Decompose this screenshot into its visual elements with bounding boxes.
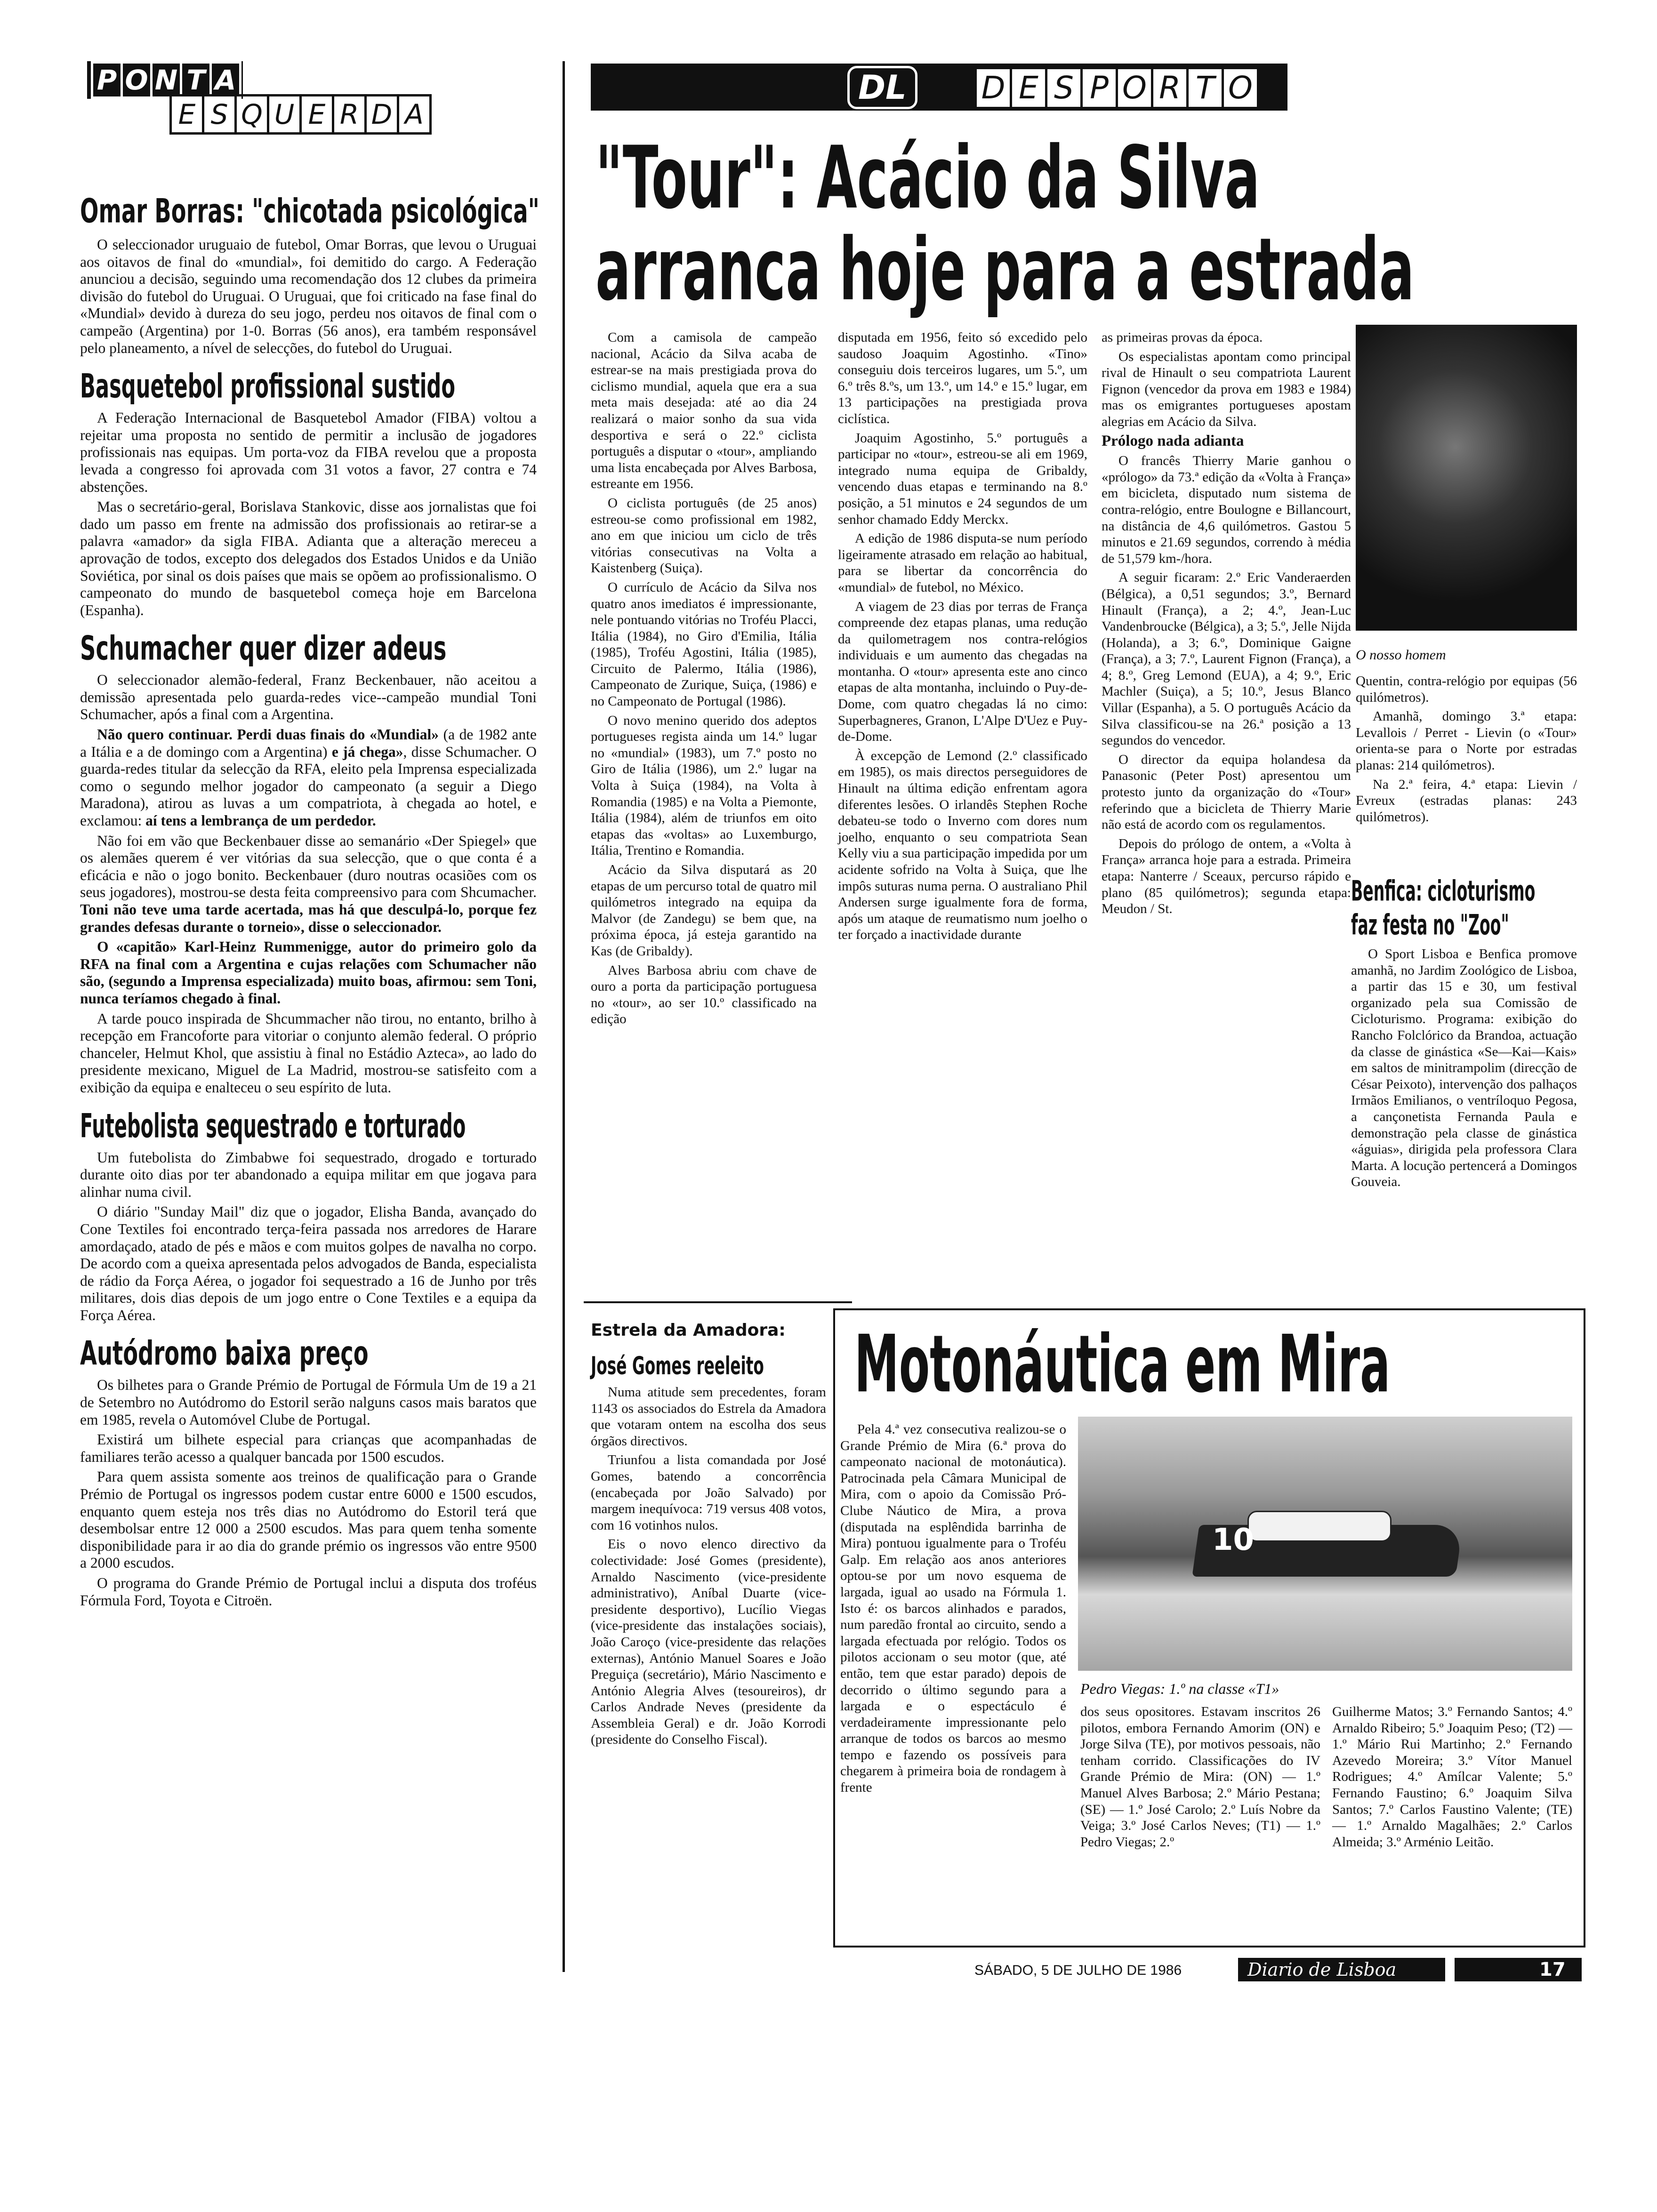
tour-text: Amanhã, domingo 3.ª etapa: Levallois / Perret - Lievin (o «Tour» orienta-se para o Norte por estradas planas: 214 quilómetros). <box>1356 709 1577 773</box>
estrela-text: Triunfou a lista comandada por José Gomes, batendo a concorrência (encabeçada por João Salvado) por margem inequívoca: 719 versus 408 votos, com 16 votinhos nulos. <box>591 1452 826 1533</box>
dl-logo: DL <box>847 66 917 109</box>
tour-text: À excepção de Lemond (2.º classificado em 1985), os mais directos perseguidores de Hinault na última edição enfrentam agora diferentes lesões. O irlandês Stephen Roche debateu-se todo o Inverno com dores num joelho, enquanto o seu compatriota Sean Kelly viu a sua participação impedida por um acidente sofrido na Volta à Suiça, que lhe impôs suturas numa perna. O australiano Phil Andersen surge igualmente fora de forma, após um ataque de reumatismo num joelho o ter forçado a inactividade durante <box>838 748 1087 943</box>
desporto-letter: O <box>1116 67 1153 109</box>
schumacher-text-3: Não foi em vão que Beckenbauer disse ao semanário «Der Spiegel» que os alemães querem é ver vitórias da sua selecção, que o que conta é a eficácia e não o jogo bonito. Beckenbauer (duro noutras ocasiões com os seus jogadores), mostrou-se desta feita compreensivo para com Shcumacher. Toni não teve uma tarde acertada, mas há que desculpá-lo, porque fez grandes defesas durante o torneio», disse o seleccionador. <box>80 832 537 935</box>
benfica-text: O Sport Lisboa e Benfica promove amanhã, no Jardim Zoológico de Lisboa, a partir das 15 e 30, um festival organizado pela sua Comissão de Cicloturismo. Programa: exibição do Rancho Folclórico da Brandoa, actuação da classe de ginástica «Se—Kai—Kais» em saltos de minitrampolim (direcção de César Peixoto), intervenção dos palhaços Irmãos Emilianos, o ventríloquo Pegosa, a cançonetista Fernanda Paula e demonstração pela classe de ginástica «águias», dirigida pela professora Clara Marta. A locução pertencerá a Domingos Gouveia. <box>1351 946 1577 1190</box>
tour-text: O francês Thierry Marie ganhou o «prólogo» da 73.ª edição da «Volta à França» em bicicleta, disputado num sistema de contra-relógio, entre Boulogne e Billancourt, na distância de 4,6 quilómetros. Gastou 5 minutos e 21.69 segundos, correndo à média de 51,579 km-/hora. <box>1102 453 1351 566</box>
schumacher-text-1: O seleccionador alemão-federal, Franz Beckenbauer, não aceitou a demissão apresentada pelo guarda-redes vice--campeão mundial Toni Schumacher, após a final com a Argentina. <box>80 672 537 723</box>
esquerda-letter: A <box>397 94 432 135</box>
autodromo-text-3: Para quem assista somente aos treinos de qualificação para o Grande Prémio de Portugal os ingressos podem custar entre 6000 e 1500 escudos, enquanto quem esteja nos três dias no Autódromo do Estoril terá que desembolsar entre 12 000 a 2500 escudos. Mas para quem tenha somente disponibilidade para ir ao dia do grande prémio os ingressos vão entre 9500 a 2000 escudos. <box>80 1468 537 1571</box>
tour-text: O ciclista português (de 25 anos) estreou-se como profissional em 1982, ano em que iniciou um ciclo de três vitórias consecutivas na Volta a Kaistenberg (Suiça). <box>591 495 817 576</box>
photo-caption: O nosso homem <box>1356 647 1446 663</box>
tour-col-3 <box>1102 329 1351 920</box>
boat-caption: Pedro Viegas: 1.º na classe «T1» <box>1080 1680 1279 1697</box>
tour-text: A seguir ficaram: 2.º Eric Vanderaerden (Bélgica), a 0,51 segundos; 3.º, Bernard Hinault (França), a 2; 4.º, Jean-Luc Vandenbroucke (Bélgica), a 3; 5.º, Jelle Nijda (Holanda), a 3; 6.º, Dominique Gaigne (França), a 3; 7.º, Laurent Fignon (França), a 4; 8.º, Greg Lemond (EUA), a 4; 9.º, Eric Machler (Suiça), a 5; 10.º, Jesus Blanco Villar (Espanha), a 5. O português Acácio da Silva classificou-se na 26.ª posição a 13 segundos do vencedor. <box>1102 570 1351 748</box>
tour-text: O novo menino querido dos adeptos portugueses regista ainda um 14.º lugar no «mundial» (1983), um 7.º posto no Giro de Itália (1986), um 2.º lugar na Volta à Suiça (1984), na Volta à Romandia (1985) e na Volta a Piemonte, Itália (1984), além de triunfos em oito etapas das «voltas» ao Luxemburgo, Itália, Trentino e Romandia. <box>591 713 817 858</box>
schumacher-text-5: A tarde pouco inspirada de Shcummacher não tirou, no entanto, brilho à recepção em Francoforte para vitoriar o conjunto alemão federal. O próprio chanceler, Helmut Khol, que assistiu à final no Estádio Azteca», ao lado do presidente mexicano, Miguel de La Madrid, mostrou-se satisfeito com a exibição da equipa e enalteceu o seu espírito de luta. <box>80 1010 537 1096</box>
basket-text-2: Mas o secretário-geral, Borislava Stankovic, disse aos jornalistas que foi dado um passo em frente na admissão dos profissionais ao retirar-se a palavra «amador» da sigla FIBA. Adianta que a alteração mereceu a aprovação de todos, excepto dos delegados dos Estados Unidos e da União Soviética, por sinal os dois países que mais se opõem ao profissionalismo. O campeonato do mundo de basquetebol começa hoje em Barcelona (Espanha). <box>80 498 537 618</box>
desporto-letters <box>974 67 1257 109</box>
benfica-title-line2: faz festa no "Zoo" <box>1351 908 1509 941</box>
estrela-kicker: Estrela da Amadora: <box>591 1321 786 1340</box>
motonautica-col-3 <box>1332 1704 1572 1853</box>
estrela-text: Numa atitude sem precedentes, foram 1143 os associados do Estrela da Amadora que votaram ontem na escolha dos seus órgãos directivos. <box>591 1385 826 1449</box>
basket-text-1: A Federação Internacional de Basquetebol Amador (FIBA) voltou a rejeitar uma proposta no sentido de permitir a inclusão de jogadores profissionais nas equipas. Um porta-voz da FIBA revelou que a proposta levada a congresso foi aprovada com 31 votos a favor, 27 contra e 74 abstenções. <box>80 409 537 495</box>
tour-text: Acácio da Silva disputará as 20 etapas de um percurso total de quatro mil quilómetros integrado na equipa da Malvor (de Zandegu) se bem que, na próxima época, já esteja garantido na Kas (de Gribaldy). <box>591 862 817 959</box>
tour-text: Alves Barbosa abriu com chave de ouro a porta da participação portuguesa no «tour», ao ser 10.º classificado na edição <box>591 962 817 1027</box>
boat-number: 10 <box>1212 1523 1255 1557</box>
esquerda-letter: Q <box>234 94 269 135</box>
left-column <box>80 188 537 1612</box>
estrela-title: José Gomes reeleito <box>591 1351 764 1380</box>
ponta-letter: A <box>209 61 241 99</box>
motonautica-col-2 <box>1080 1704 1320 1853</box>
desporto-letter: P <box>1080 67 1118 109</box>
main-headline-line2: arranca hoje para a estrada <box>595 220 1415 320</box>
autodromo-text-1: Os bilhetes para o Grande Prémio de Portugal de Fórmula Um de 19 a 21 de Setembro no Autódromo do Estoril serão nalguns casos mais baratos que em 1985, revela o Automóvel Clube de Portugal. <box>80 1377 537 1428</box>
desporto-letter: R <box>1151 67 1189 109</box>
motonautica-text: Guilherme Matos; 3.º Fernando Santos; 4.º Arnaldo Ribeiro; 5.º Joaquim Peso; (T2) — 1.º Mário Rui Martinho; 2.º Fernando Azevedo Moreira; 3.º Vítor Manuel Rodrigues; 4.º Amílcar Valente; 5.º Fernando Faustino; 6.º Joaquim Silva Santos; 7.º Carlos Faustino Valente; (TE) — 1.º Arnaldo Magalhães; 2.º Carlos Almeida; 3.º Arménio Leitão. <box>1332 1704 1572 1850</box>
cyclist-photo <box>1356 325 1577 631</box>
estrela-article <box>591 1318 826 1751</box>
esquerda-banner <box>169 94 429 146</box>
estrela-text: Eis o novo elenco directivo da colectividade: José Gomes (presidente), Arnaldo Nascimento (vice-presidente administrativo), Aníbal Duarte (vice-presidente desportivo), Lucílio Viegas (vice-presidente das instalações sociais), João Caroço (vice-presidente das relações externas), António Manuel Soares e João Preguiça (secretário), Mário Nascimento e António Alegria Alves (tesoureiros), dr Carlos Andrade Neves (presidente da Assembleia Geral) e dr. João Korrodi (presidente do Conselho Fiscal). <box>591 1537 826 1747</box>
omar-title: Omar Borras: "chicotada psicológica" <box>80 192 539 231</box>
tour-text: as primeiras provas da época. <box>1102 330 1263 345</box>
horizontal-rule <box>584 1301 852 1303</box>
tour-text: A viagem de 23 dias por terras de França compreende dez etapas planas, uma redução da quilometragem nos contra-relógios individuais e um aumento das chegadas na montanha. O «tour» apresenta este ano cinco etapas de alta montanha, incluindo o Puy-de-Dome, com quatro chegadas lá no cimo: Superbagneres, Granon, L'Alpe D'Uez e Puy-de-Dome. <box>838 599 1087 745</box>
futebolista-title: Futebolista sequestrado e torturado <box>80 1106 466 1145</box>
tour-text: Na 2.ª feira, 4.ª etapa: Lievin / Evreux (estradas planas: 243 quilómetros). <box>1356 777 1577 825</box>
tour-text: disputada em 1956, feito só excedido pelo saudoso Joaquim Agostinho. «Tino» conseguiu dois terceiros lugares, um 5.º, um 6.º três 8.ºs, um 13.º, um 14.º e 15.º lugar, em 13 participações na prestigiada prova ciclística. <box>838 330 1087 426</box>
desporto-letter: O <box>1222 67 1259 109</box>
basket-title: Basquetebol profissional sustido <box>80 367 456 406</box>
autodromo-text-4: O programa do Grande Prémio de Portugal inclui a disputa dos troféus Fórmula Ford, Toyota e Citroën. <box>80 1575 537 1609</box>
boat-photo <box>1078 1417 1572 1671</box>
ponta-letter: T <box>180 61 212 99</box>
tour-text: Quentin, contra-relógio por equipas (56 quilómetros). <box>1356 673 1577 705</box>
desporto-letter: D <box>974 67 1012 109</box>
tour-text: O director da equipa holandesa da Panasonic (Peter Post) apresentou um protesto junto da organização do «Tour» referindo que a bicicleta de Thierry Marie não está de acordo com os regulamentos. <box>1102 752 1351 833</box>
ponta-letter: O <box>121 61 153 99</box>
schumacher-title: Schumacher quer dizer adeus <box>80 629 447 668</box>
esquerda-letter: E <box>169 94 204 135</box>
motonautica-text: Pela 4.ª vez consecutiva realizou-se o Grande Prémio de Mira (6.ª prova do campeonato nacional de motonáutica). Patrocinada pela Câmara Municipal de Mira, com o apoio da Comissão Pró-Clube Náutico de Mira, a prova (disputada na esplêndida barrinha de Mira) pontuou igualmente para o Troféu Galp. Em relação aos anos anteriores optou-se por um novo esquema de largada, igual ao usado na Fórmula 1. Isto é: os barcos alinhados e parados, num paredão frontal ao circuito, sendo a largada efectuada por relógio. Todos os pilotos accionam o seu motor (que, até então, tem que estar parado) depois de decorrido o último segundo para a largada e o espectáculo é verdadeiramente impressionante pelo arranque de todos os barcos ao mesmo tempo e fazendo os possíveis para chegarem à primeira boia de rondagem à frente <box>840 1422 1066 1795</box>
desporto-letter: E <box>1010 67 1047 109</box>
benfica-title-line1: Benfica: cicloturismo <box>1351 874 1536 907</box>
boat-deck <box>1247 1511 1392 1542</box>
tour-col-1 <box>591 329 817 1030</box>
omar-text: O seleccionador uruguaio de futebol, Omar Borras, que levou o Uruguai aos oitavos de final do «mundial», foi demitido do cargo. A Federação anunciou a decisão, seguindo uma recomendação dos 12 clubes da primeira divisão do futebol do Uruguai. O Uruguai, que foi criticado na fase final do «Mundial» devido à dureza do seu jogo, perdeu nos oitavos de final com o campeão (Argentina) por 1-0. Borras (56 anos), era também responsável pelo planeamento, a nível de selecções, do futebol do Uruguai. <box>80 236 537 356</box>
ponta-banner <box>87 61 243 99</box>
futebolista-text-1: Um futebolista do Zimbabwe foi sequestrado, drogado e torturado durante oito dias por ter abandonado a equipa militar em que jogava para alinhar numa civil. <box>80 1149 537 1200</box>
esquerda-letter: E <box>299 94 334 135</box>
schumacher-text-4: O «capitão» Karl-Heinz Rummenigge, autor do primeiro golo da RFA na final com a Argentina e cujas relações com Schumacher não são, (segundo a Imprensa especializada) muito boas, afirmou: sem Toni, nunca teríamos chegado à final. <box>80 938 537 1007</box>
ponta-letter: N <box>150 61 182 99</box>
tour-text: Joaquim Agostinho, 5.º português a participar no «tour», estreou-se ali em 1969, integrado numa equipa de Gribaldy, vencendo duas etapas e terminando na 8.º posição, a 51 minutos e 24 segundos de um senhor chamado Eddy Merckx. <box>838 430 1087 527</box>
tour-text: Com a camisola de campeão nacional, Acácio da Silva acaba de estrear-se na mais prestigiada prova do ciclismo mundial, aquela que era a sua meta mais desejada: até ao dia 24 realizará o maior sonho da sua vida desportiva e será o 22.º ciclista português a disputar o «tour», ampliando uma lista encabeçada por Alves Barbosa, estreante em 1956. <box>591 330 817 492</box>
tour-text: Os especialistas apontam como principal rival de Hinault o seu compatriota Laurent Fignon (vencedor da prova em 1983 e 1984) mas os emigrantes portugueses apostam alegrias em Acácio da Silva. <box>1102 349 1351 429</box>
esquerda-letter: R <box>332 94 367 135</box>
main-headline-line1: "Tour": Acácio da Silva <box>595 128 1260 228</box>
page-number: 17 <box>1539 1959 1566 1980</box>
motonautica-col-1 <box>840 1421 1066 1799</box>
benfica-article <box>1351 875 1577 1193</box>
footer-paper-name: Diario de Lisboa <box>1247 1959 1397 1980</box>
vertical-column-rule <box>563 61 565 1972</box>
tour-col-2 <box>838 329 1087 946</box>
desporto-letter: S <box>1045 67 1083 109</box>
tour-col-4 <box>1356 673 1577 828</box>
desporto-letter: T <box>1186 67 1224 109</box>
motonautica-text: dos seus opositores. Estavam inscritos 26 pilotos, embora Fernando Amorim (ON) e Jorge Silva (TE), por motivos pessoais, não tenham corrido. Classificações do IV Grande Prémio de Mira: (ON) — 1.º Manuel Alves Barbosa; 2.º Mário Pestana; (SE) — 1.º José Carolo; 2.º Luís Nobre da Veiga; 3.º José Carlos Neves; (T1) — 1.º Pedro Viegas; 2.º <box>1080 1704 1320 1850</box>
esquerda-letter: U <box>267 94 302 135</box>
autodromo-text-2: Existirá um bilhete especial para crianças que acompanhadas de familiares terão acesso a qualquer bancada por 1500 escudos. <box>80 1431 537 1465</box>
futebolista-text-2: O diário "Sunday Mail" diz que o jogador, Elisha Banda, avançado do Cone Textiles foi encontrado terça-feira passada nos arredores de Harare amordaçado, atado de pés e mãos e com muitos golpes de navalha no corpo. De acordo com a queixa apresentada pelos advogados de Banda, especialista de rádio da Força Aérea, o jogador foi sequestrado a 16 de Junho por três militares, dois dias depois de um jogo entre o Cone Textiles e a equipa da Força Aérea. <box>80 1203 537 1323</box>
tour-text: O currículo de Acácio da Silva nos quatro anos imediatos é impressionante, nele pontuando vitórias no Troféu Placci, Itália (1984), no Giro d'Emilia, Itália (1985), Troféu Agostini, Itália (1985), Circuito de Palermo, Itália (1986), Campeonato de Zurique, Suiça, (1986) e no Campeonato de Portugal (1986). <box>591 579 817 709</box>
motonautica-title: Motonáutica em Mira <box>854 1318 1391 1411</box>
tour-text: A edição de 1986 disputa-se num período ligeiramente atrasado em relação ao habitual, para se libertar da concorrência do «mundial» de futebol, no México. <box>838 531 1087 595</box>
footer-date: SÁBADO, 5 DE JULHO DE 1986 <box>974 1963 1182 1978</box>
schumacher-text-2: Não quero continuar. Perdi duas finais do «Mundial» (a de 1982 ante a Itália e a de domingo com a Argentina) e já chega», disse Schumacher. O guarda-redes titular da selecção da RFA, eleito pela Imprensa especializada como o segundo melhor jogador do campeonato (a seguir a Diego Maradona), atirou as luvas a um compatriota, à chegada ao hotel, e exclamou: aí tens a lembrança de um perdedor. <box>80 726 537 829</box>
prologo-subtitle: Prólogo nada adianta <box>1102 432 1244 449</box>
esquerda-letter: S <box>202 94 237 135</box>
ponta-letter: P <box>91 61 123 99</box>
esquerda-letter: D <box>364 94 399 135</box>
tour-text: Depois do prólogo de ontem, a «Volta à França» arranca hoje para a estrada. Primeira etapa: Nanterre / Sceaux, percurso rápido e plano (85 quilómetros); segunda etapa: Meudon / St. <box>1102 836 1351 917</box>
autodromo-title: Autódromo baixa preço <box>80 1334 369 1373</box>
